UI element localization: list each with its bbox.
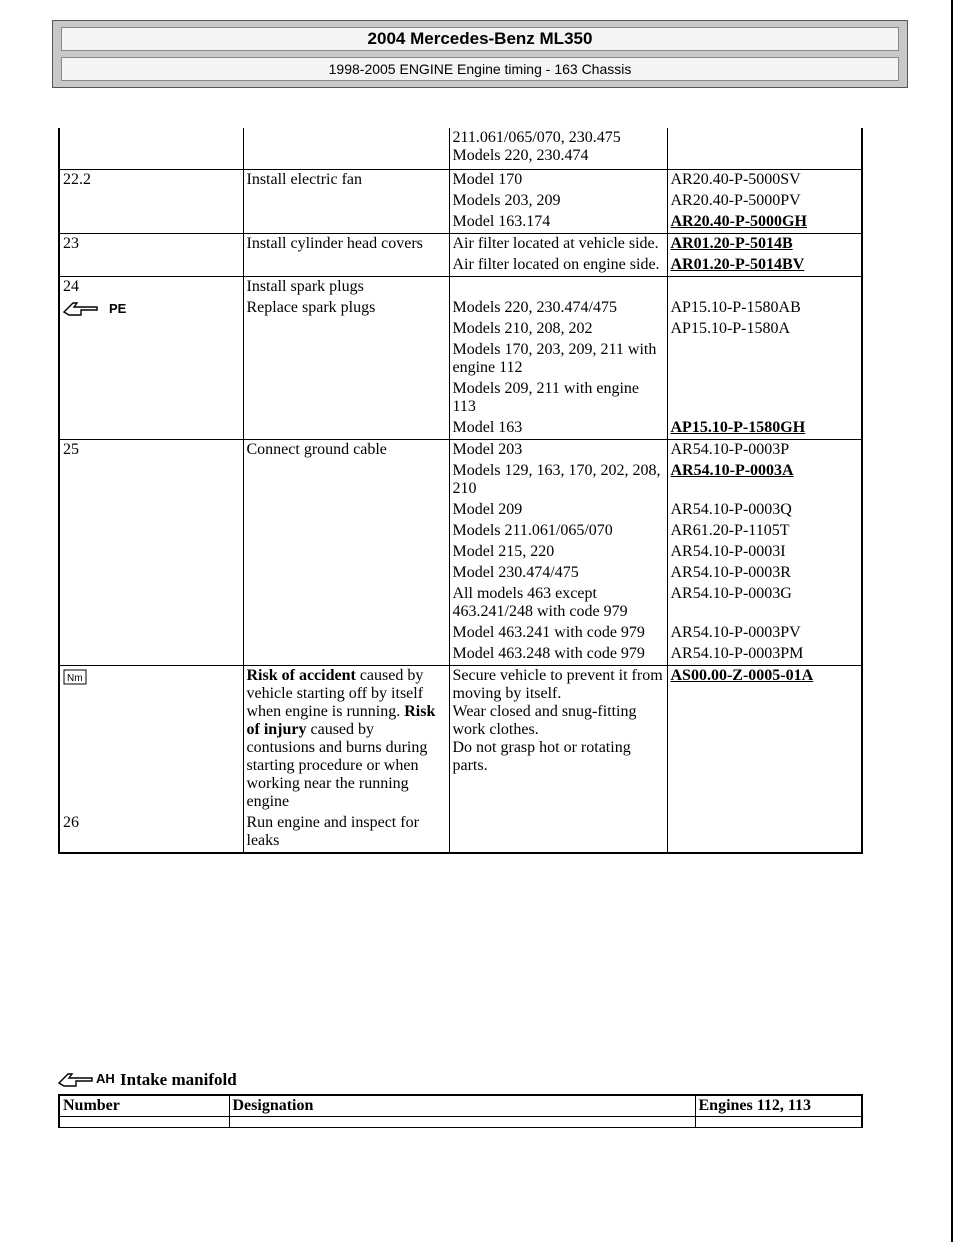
model-cell: Models 211.061/065/070 <box>449 521 667 542</box>
svg-text:Nm: Nm <box>67 673 83 684</box>
instruction-line: Wear closed and snug-fitting work clothes. <box>452 703 637 738</box>
document-subtitle: 1998-2005 ENGINE Engine timing - 163 Chassis <box>61 57 899 81</box>
table-row <box>59 461 862 500</box>
model-cell: Models 210, 208, 202 <box>449 319 667 340</box>
table-row <box>59 418 862 440</box>
table-row <box>59 340 862 379</box>
table-row <box>59 128 862 170</box>
model-cell: Models 220, 230.474/475 <box>449 298 667 319</box>
table-row <box>59 277 862 299</box>
reference-link[interactable]: AR01.20-P-5014B <box>670 235 793 252</box>
reference-cell: AR54.10-P-0003Q <box>667 500 862 521</box>
reference-cell: AR54.10-P-0003I <box>667 542 862 563</box>
model-cell: Models 209, 211 with engine 113 <box>449 379 667 418</box>
intake-manifold-table <box>58 1094 863 1128</box>
model-cell: Model 230.474/475 <box>449 563 667 584</box>
step-number: 26 <box>59 813 243 853</box>
table-row <box>59 563 862 584</box>
reference-cell: AR54.10-P-0003PM <box>667 644 862 666</box>
model-cell: Model 163.174 <box>449 212 667 234</box>
reference-cell: AR54.10-P-0003PV <box>667 623 862 644</box>
model-cell: Air filter located on engine side. <box>449 255 667 277</box>
model-cell: Model 203 <box>449 440 667 462</box>
reference-cell: AR54.10-P-0003P <box>667 440 862 462</box>
model-cell: Model 463.248 with code 979 <box>449 644 667 666</box>
reference-cell: AR20.40-P-5000PV <box>667 191 862 212</box>
table-row <box>59 1117 862 1128</box>
reference-link[interactable]: AS00.00-Z-0005-01A <box>670 667 814 684</box>
step-number: 25 <box>59 440 243 462</box>
step-number: 22.2 <box>59 170 243 192</box>
pointing-hand-icon <box>63 299 127 316</box>
reference-link[interactable]: AR01.20-P-5014BV <box>670 256 805 273</box>
model-cell: Model 170 <box>449 170 667 192</box>
table-row <box>59 623 862 644</box>
warning-text: caused by contusions and burns during starting procedure or when working near the running engine <box>246 721 428 810</box>
section-heading <box>58 1070 237 1090</box>
model-cell: Models 203, 209 <box>449 191 667 212</box>
reference-cell: AP15.10-P-1580A <box>667 319 862 340</box>
reference-link[interactable]: AR20.40-P-5000GH <box>670 213 807 230</box>
model-cell: Model 209 <box>449 500 667 521</box>
table-row <box>59 542 862 563</box>
procedure-table <box>58 128 863 854</box>
reference-cell: AR54.10-P-0003G <box>667 584 862 623</box>
table-row <box>59 500 862 521</box>
step-description: Connect ground cable <box>243 440 449 462</box>
reference-cell: AR20.40-P-5000SV <box>667 170 862 192</box>
table-row <box>59 440 862 462</box>
table-header-row <box>59 1095 862 1117</box>
warning-text: caused by vehicle starting off by itself when engine is running. <box>246 667 424 720</box>
table-row <box>59 379 862 418</box>
document-title: 2004 Mercedes-Benz ML350 <box>61 27 899 51</box>
table-row <box>59 813 862 853</box>
reference-link[interactable]: AP15.10-P-1580GH <box>670 419 806 436</box>
step-description: Run engine and inspect for leaks <box>243 813 449 853</box>
model-cell: Model 463.241 with code 979 <box>449 623 667 644</box>
step-description: Install cylinder head covers <box>243 234 449 256</box>
table-row <box>59 191 862 212</box>
instruction-cell <box>449 666 667 814</box>
instruction-line: Do not grasp hot or rotating parts. <box>452 739 631 774</box>
pointing-hand-icon <box>58 1070 120 1086</box>
table-row <box>59 319 862 340</box>
svg-text:AH: AH <box>96 1071 115 1086</box>
warning-heading: Risk of injury <box>246 703 436 738</box>
torque-wrench-icon <box>63 669 87 690</box>
table-row <box>59 298 862 319</box>
model-cell: Model 215, 220 <box>449 542 667 563</box>
instruction-line: Secure vehicle to prevent it from moving by itself. <box>452 667 663 702</box>
model-cell: Models 170, 203, 209, 211 with engine 112 <box>449 340 667 379</box>
reference-link[interactable]: AR54.10-P-0003A <box>670 462 794 479</box>
model-cell: All models 463 except 463.241/248 with code 979 <box>449 584 667 623</box>
warning-cell <box>243 666 449 814</box>
model-cell: Models 129, 163, 170, 202, 208, 210 <box>449 461 667 500</box>
document-header <box>52 20 908 88</box>
column-header-designation: Designation <box>229 1095 695 1117</box>
column-header-engines: Engines 112, 113 <box>695 1095 862 1117</box>
model-cell: Model 163 <box>449 418 667 440</box>
step-description: Install spark plugs <box>243 277 449 299</box>
table-row <box>59 666 862 814</box>
table-row <box>59 584 862 623</box>
reference-cell: AP15.10-P-1580AB <box>667 298 862 319</box>
table-row <box>59 234 862 256</box>
section-title: Intake manifold <box>120 1070 237 1089</box>
warning-heading: Risk of accident <box>246 667 356 684</box>
table-row <box>59 170 862 192</box>
reference-cell: AR61.20-P-1105T <box>667 521 862 542</box>
svg-text:PE: PE <box>109 301 127 316</box>
step-description: Replace spark plugs <box>243 298 449 319</box>
step-number: 24 <box>59 277 243 299</box>
table-row <box>59 212 862 234</box>
model-cell: Air filter located at vehicle side. <box>449 234 667 256</box>
reference-cell: AR54.10-P-0003R <box>667 563 862 584</box>
step-description: Install electric fan <box>243 170 449 192</box>
table-row <box>59 644 862 666</box>
table-row <box>59 255 862 277</box>
step-number: 23 <box>59 234 243 256</box>
table-row <box>59 521 862 542</box>
column-header-number: Number <box>59 1095 229 1117</box>
model-cell: 211.061/065/070, 230.475 Models 220, 230.474 <box>449 128 667 170</box>
